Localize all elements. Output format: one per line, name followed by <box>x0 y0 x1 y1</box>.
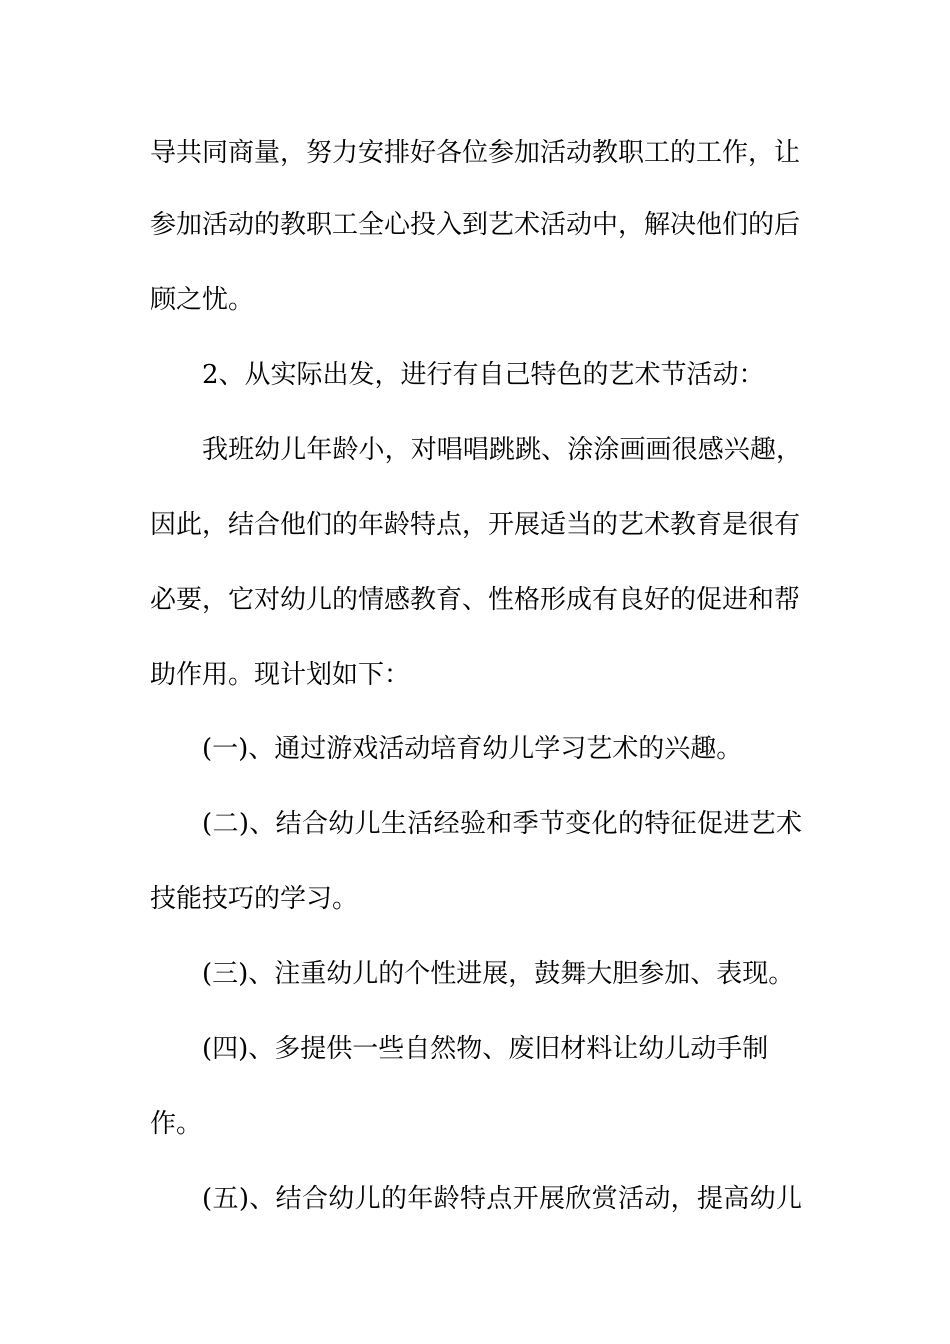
text-line: 我班幼儿年龄小，对唱唱跳跳、涂涂画画很感兴趣， <box>202 435 802 465</box>
text-line: (五)、结合幼儿的年龄特点开展欣赏活动，提高幼儿 <box>202 1184 802 1214</box>
text-line: 技能技巧的学习。 <box>150 884 359 914</box>
text-line: (三)、注重幼儿的个性进展，鼓舞大胆参加、表现。 <box>202 959 795 989</box>
text-line: 顾之忧。 <box>150 285 255 315</box>
text-line: 参加活动的教职工全心投入到艺术活动中，解决他们的后 <box>150 210 801 240</box>
text-line: (四)、多提供一些自然物、废旧材料让幼儿动手制 <box>202 1034 769 1064</box>
text-line: (二)、结合幼儿生活经验和季节变化的特征促进艺术 <box>202 809 802 839</box>
text-line: 助作用。现计划如下： <box>150 660 411 690</box>
text-line: 必要，它对幼儿的情感教育、性格形成有良好的促进和帮 <box>150 585 801 615</box>
text-line: 导共同商量，努力安排好各位参加活动教职工的工作，让 <box>150 138 801 168</box>
text-line: 作。 <box>150 1109 203 1139</box>
text-line: 因此，结合他们的年龄特点，开展适当的艺术教育是很有 <box>150 510 801 540</box>
text-line: 2、从实际出发，进行有自己特色的艺术节活动： <box>202 360 765 390</box>
text-line: (一)、通过游戏活动培育幼儿学习艺术的兴趣。 <box>202 734 743 764</box>
